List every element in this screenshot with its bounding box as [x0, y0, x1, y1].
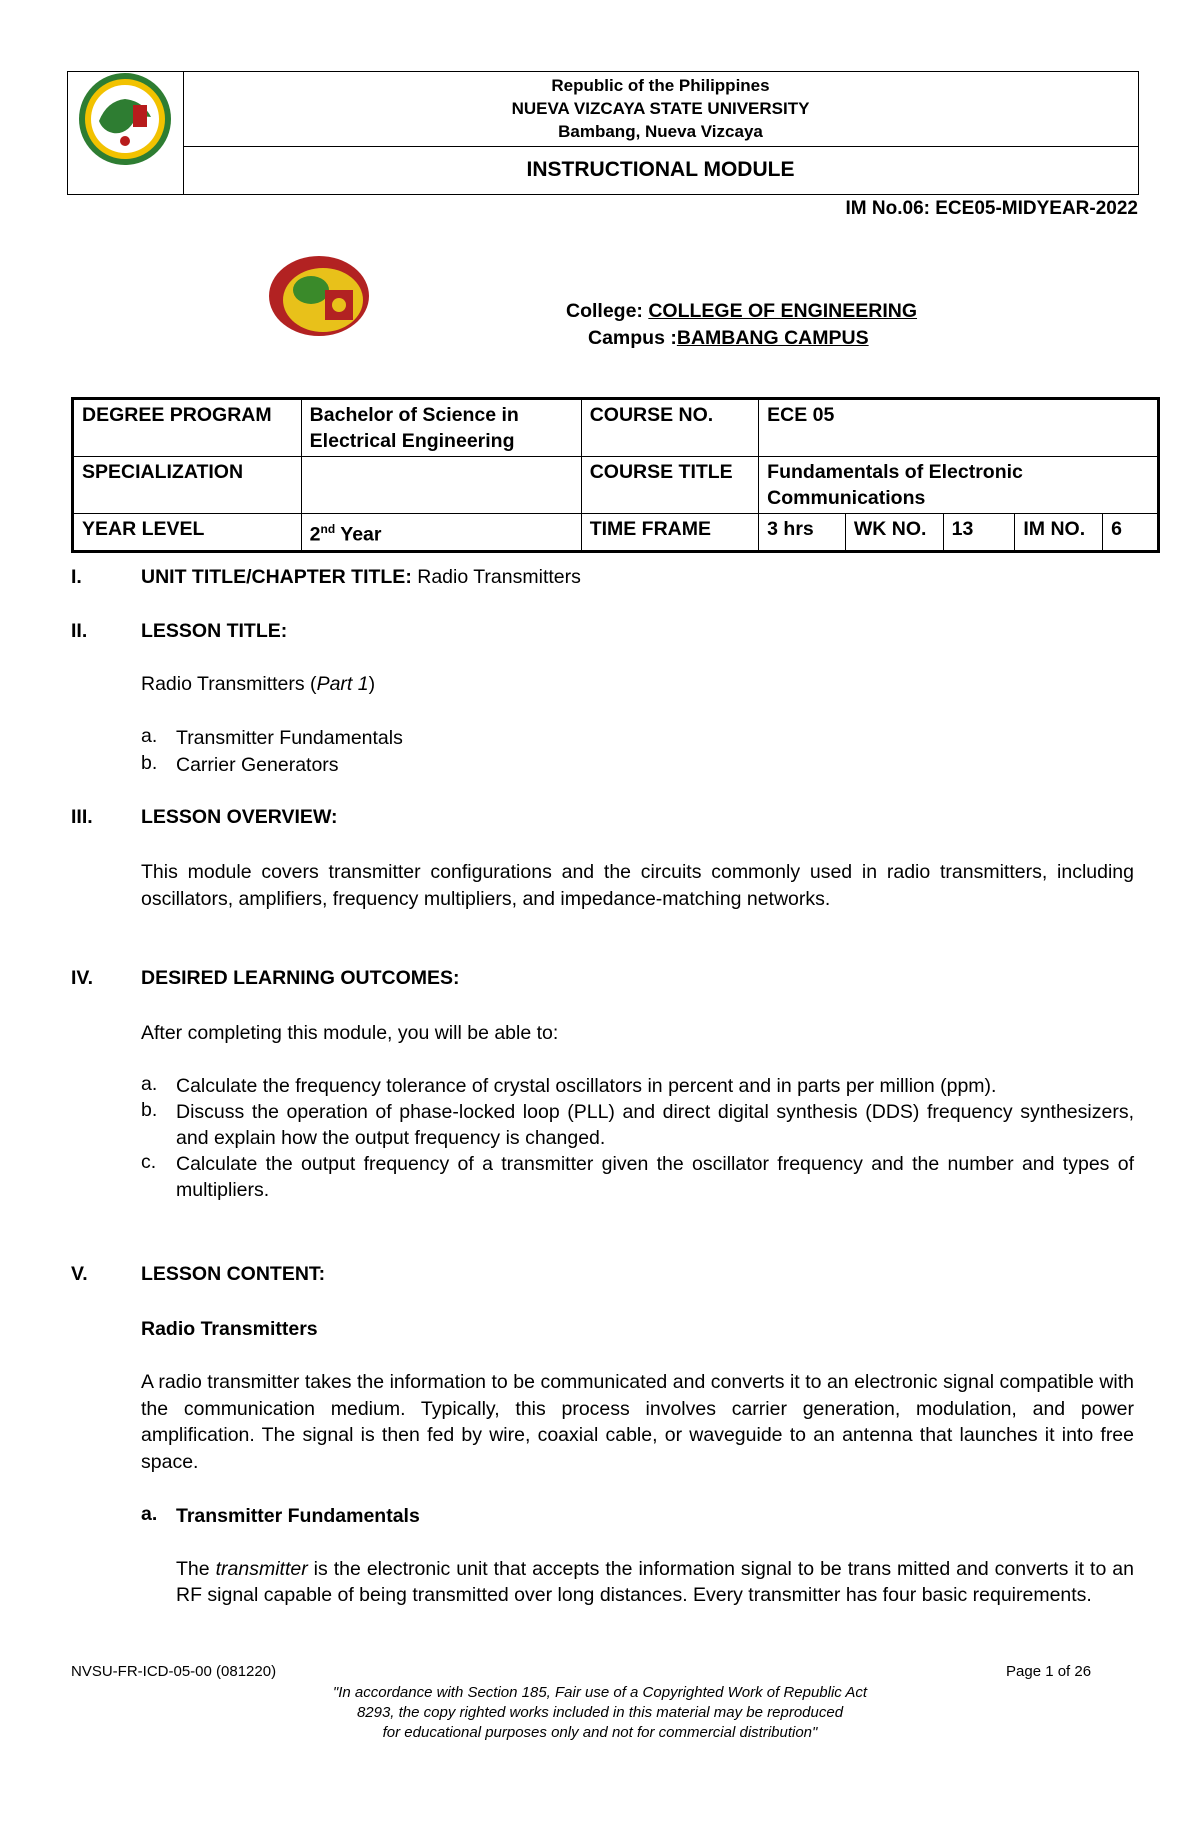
- para2-rest: is the electronic unit that accepts the information signal to be trans mitted and converts it to an RF signal capable of being transmitted over long distances. Every transmitter has four basic requirements.: [176, 1558, 1134, 1606]
- header-institution-block: [183, 72, 1138, 147]
- course-no-label: COURSE NO.: [581, 399, 758, 457]
- section-4-title: DESIRED LEARNING OUTCOMES:: [141, 967, 460, 989]
- wk-no-label: WK NO.: [845, 514, 943, 552]
- year-level-sup: nd: [320, 522, 336, 536]
- course-info-table: [71, 397, 1160, 553]
- nvsu-seal-icon: [77, 71, 173, 167]
- specialization-label: SPECIALIZATION: [73, 457, 302, 514]
- year-level-rest: Year: [335, 523, 382, 546]
- section-1-value: Radio Transmitters: [417, 566, 581, 588]
- outcomes-intro: After completing this module, you will be able to:: [141, 1022, 559, 1044]
- college-of-engineering-logo-icon: [265, 250, 373, 340]
- section-1-heading: [141, 566, 581, 589]
- specialization-value: [301, 457, 581, 514]
- subsection-a-letter: a.: [141, 1503, 158, 1525]
- campus-value: BAMBANG CAMPUS: [676, 327, 869, 349]
- outcome-letter: b.: [141, 1099, 158, 1121]
- college-value: COLLEGE OF ENGINEERING: [648, 300, 918, 322]
- section-4-number: IV.: [71, 967, 94, 989]
- year-level-value: [301, 514, 581, 552]
- section-2-title: LESSON TITLE:: [141, 620, 288, 642]
- year-level-label: YEAR LEVEL: [73, 514, 302, 552]
- footer-quote-line: for educational purposes only and not for commercial distribution": [382, 1724, 818, 1741]
- course-title-label: COURSE TITLE: [581, 457, 758, 514]
- college-line: [566, 298, 917, 325]
- lesson-item-letter: a.: [141, 725, 158, 747]
- section-1-title: UNIT TITLE/CHAPTER TITLE:: [141, 566, 418, 588]
- outcome-text: Discuss the operation of phase-locked loop (PLL) and direct digital synthesis (DDS) frequency synthesizers, and explain how the output frequency is changed.: [176, 1101, 1134, 1149]
- time-frame-value: 3 hrs: [759, 514, 846, 552]
- header-module-title: INSTRUCTIONAL MODULE: [526, 158, 795, 181]
- content-paragraph-2: [176, 1556, 1134, 1608]
- section-3-number: III.: [71, 806, 93, 828]
- header-country: Republic of the Philippines: [551, 76, 770, 95]
- para2-start: The: [176, 1558, 216, 1580]
- year-level-num: 2: [309, 523, 321, 546]
- section-1-number: I.: [71, 566, 82, 588]
- im-no-label: IM NO.: [1015, 514, 1103, 552]
- footer-quote-line: "In accordance with Section 185, Fair use of a Copyrighted Work of Republic Act: [332, 1684, 868, 1701]
- college-campus-block: [566, 298, 917, 352]
- section-5-number: V.: [71, 1263, 88, 1285]
- course-title-value: Fundamentals of Electronic Communications: [759, 457, 1159, 514]
- content-paragraph-1: A radio transmitter takes the information to be communicated and converts it to an electronic signal compatible with the communication medium. Typically, this process involves carrier generation, modulation, and power amplification. The signal is then fed by wire, coaxial cable, or waveguide to an antenna that launches it into free space.: [141, 1371, 1134, 1473]
- footer-form-code: NVSU-FR-ICD-05-00 (081220): [71, 1663, 277, 1680]
- footer-copyright-notice: [0, 1683, 1200, 1743]
- lesson-title-main: Radio Transmitters (: [141, 673, 317, 695]
- section-3-title: LESSON OVERVIEW:: [141, 806, 338, 828]
- header-location: Bambang, Nueva Vizcaya: [558, 122, 763, 141]
- subsection-a-title: Transmitter Fundamentals: [176, 1505, 420, 1527]
- lesson-title-text: [141, 671, 1134, 698]
- content-subheading: Radio Transmitters: [141, 1318, 318, 1340]
- degree-program-label: DEGREE PROGRAM: [73, 399, 302, 457]
- im-no-value: 6: [1103, 514, 1159, 552]
- lesson-item-text: Transmitter Fundamentals: [176, 727, 403, 749]
- document-header: [67, 71, 1139, 195]
- section-2-number: II.: [71, 620, 88, 642]
- outcome-letter: c.: [141, 1151, 157, 1173]
- campus-label: Campus :: [588, 327, 677, 349]
- lesson-item-text: Carrier Generators: [176, 754, 339, 776]
- overview-paragraph: This module covers transmitter configurations and the circuits commonly used in radio transmitters, including oscillators, amplifiers, frequency multipliers, and impedance-matching networks.: [141, 861, 1134, 910]
- college-label: College:: [566, 300, 649, 322]
- outcome-letter: a.: [141, 1073, 158, 1095]
- degree-program-value: Bachelor of Science in Electrical Engineering: [301, 399, 581, 457]
- course-no-value: ECE 05: [759, 399, 1159, 457]
- header-university: NUEVA VIZCAYA STATE UNIVERSITY: [511, 99, 810, 118]
- header-logo-cell: [68, 72, 184, 194]
- section-5-title: LESSON CONTENT:: [141, 1263, 326, 1285]
- lesson-title-close: ): [368, 673, 376, 695]
- im-number: IM No.06: ECE05-MIDYEAR-2022: [845, 198, 1138, 219]
- outcome-text: Calculate the output frequency of a transmitter given the oscillator frequency and the number and types of multipliers.: [176, 1153, 1134, 1201]
- footer-page-number: Page 1 of 26: [1006, 1663, 1092, 1680]
- footer-quote-line: 8293, the copy righted works included in this material may be reproduced: [356, 1704, 844, 1721]
- wk-no-value: 13: [943, 514, 1015, 552]
- lesson-title-part: Part 1: [316, 673, 369, 695]
- para2-italic: transmitter: [215, 1558, 308, 1580]
- time-frame-label: TIME FRAME: [581, 514, 758, 552]
- outcome-text: Calculate the frequency tolerance of crystal oscillators in percent and in parts per million (ppm).: [176, 1075, 997, 1097]
- campus-line: [566, 325, 917, 352]
- lesson-item-letter: b.: [141, 752, 158, 774]
